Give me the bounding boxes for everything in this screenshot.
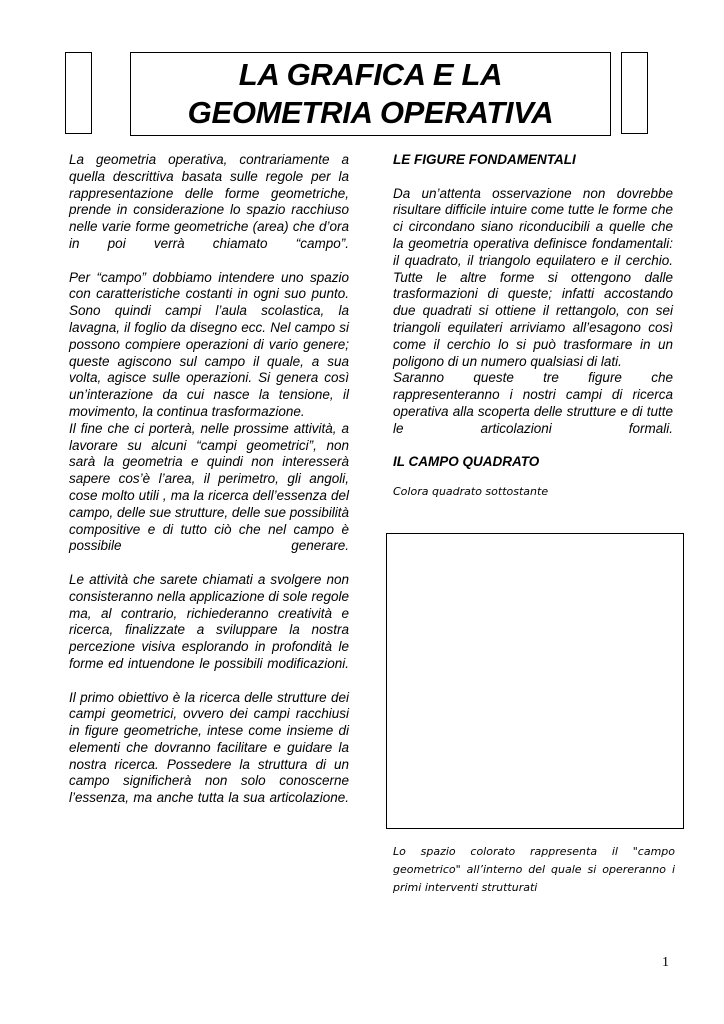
activities-paragraph: Le attività che sarete chiamati a svolgere non consisteranno nella applicazione di sole regole ma, al contrario, richiederanno creatività e ricerca, finalizzate a sviluppare la nostra percezione visiva esplorando in profondità le forme ed intuendone le possibili modificazioni. [69,571,349,671]
campo-definition-paragraph: Per “campo” dobbiamo intendere uno spazio con caratteristiche costanti in ogni suo punto. Sono quindi campi l’aula scolastica, la lavagna, il foglio da disegno ecc. Nel campo si possono compiere operazioni di vario genere; queste agiscono sul campo il quale, a sua volta, agisce sulle operazioni. Si genera così un’interazione da cui nasce la tensione, il movimento, la continua trasformazione. [69,269,349,419]
coloring-instruction: Colora quadrato sottostante [393,485,549,499]
objective-paragraph: Il primo obiettivo è la ricerca delle strutture dei campi geometrici, ovvero dei campi racchiusi in figure geometriche, intese come insieme di elementi che dovranno facilitare e guidare la nostra ricerca. Possedere la struttura di un campo significherà non solo conoscerne l’essenza, ma anche tutta la sua articolazione. [69,689,349,806]
right-column [393,152,673,501]
intro-paragraph: La geometria operativa, contrariamente a quella descrittiva basata sulle regole per la rappresentazione delle forme geometriche, prende in considerazione lo spazio racchiuso nelle varie forme geometriche (area) che d’ora in poi verrà chiamato “campo”. [69,152,349,251]
title-line-1: LA GRAFICA E LA [238,57,503,92]
header-left-box [65,52,92,134]
page-number: 1 [662,955,669,970]
heading-figure-fondamentali: LE FIGURE FONDAMENTALI [393,152,576,167]
title-line-2: GEOMETRIA OPERATIVA [187,95,554,130]
figures-paragraph: Da un’attenta osservazione non dovrebbe risultare difficile intuire come tutte le forme che ci circondano siano riconducibili a quelle che la geometria operativa definisce fondamentali: il quadrato, il triangolo equilatero e il cerchio. Tutte le altre forme si ottengono dalle trasformazioni di queste; infatti accostando due quadrati si ottiene il rettangolo, con sei triangoli equilateri arriviamo all’esagono così come il cerchio lo si può trasformare in un poligono di un numero qualsiasi di lati. [393,185,673,369]
purpose-paragraph: Il fine che ci porterà, nelle prossime attività, a lavorare su alcuni “campi geometrici”, non sarà la geometria e quindi non interesserà sapere cos’è l’area, il perimetro, gli angoli, cose molto utili , ma la ricerca dell’essenza del campo, delle sue strutture, delle sue possibilità compositive e di tutto ciò che nel campo è possibile generare. [69,420,349,554]
three-figures-paragraph: Saranno queste tre figure che rappresenteranno i nostri campi di ricerca operativa alla scoperta delle strutture e di tutte le articolazioni formali. [393,370,673,436]
square-caption: Lo spazio colorato rappresenta il "campo geometrico" all’interno del quale si opereranno i primi interventi strutturati [393,845,675,894]
left-column [69,152,349,807]
title-box [130,52,611,136]
coloring-square[interactable] [386,533,684,829]
heading-campo-quadrato: IL CAMPO QUADRATO [393,454,540,470]
header-right-box [621,52,648,134]
